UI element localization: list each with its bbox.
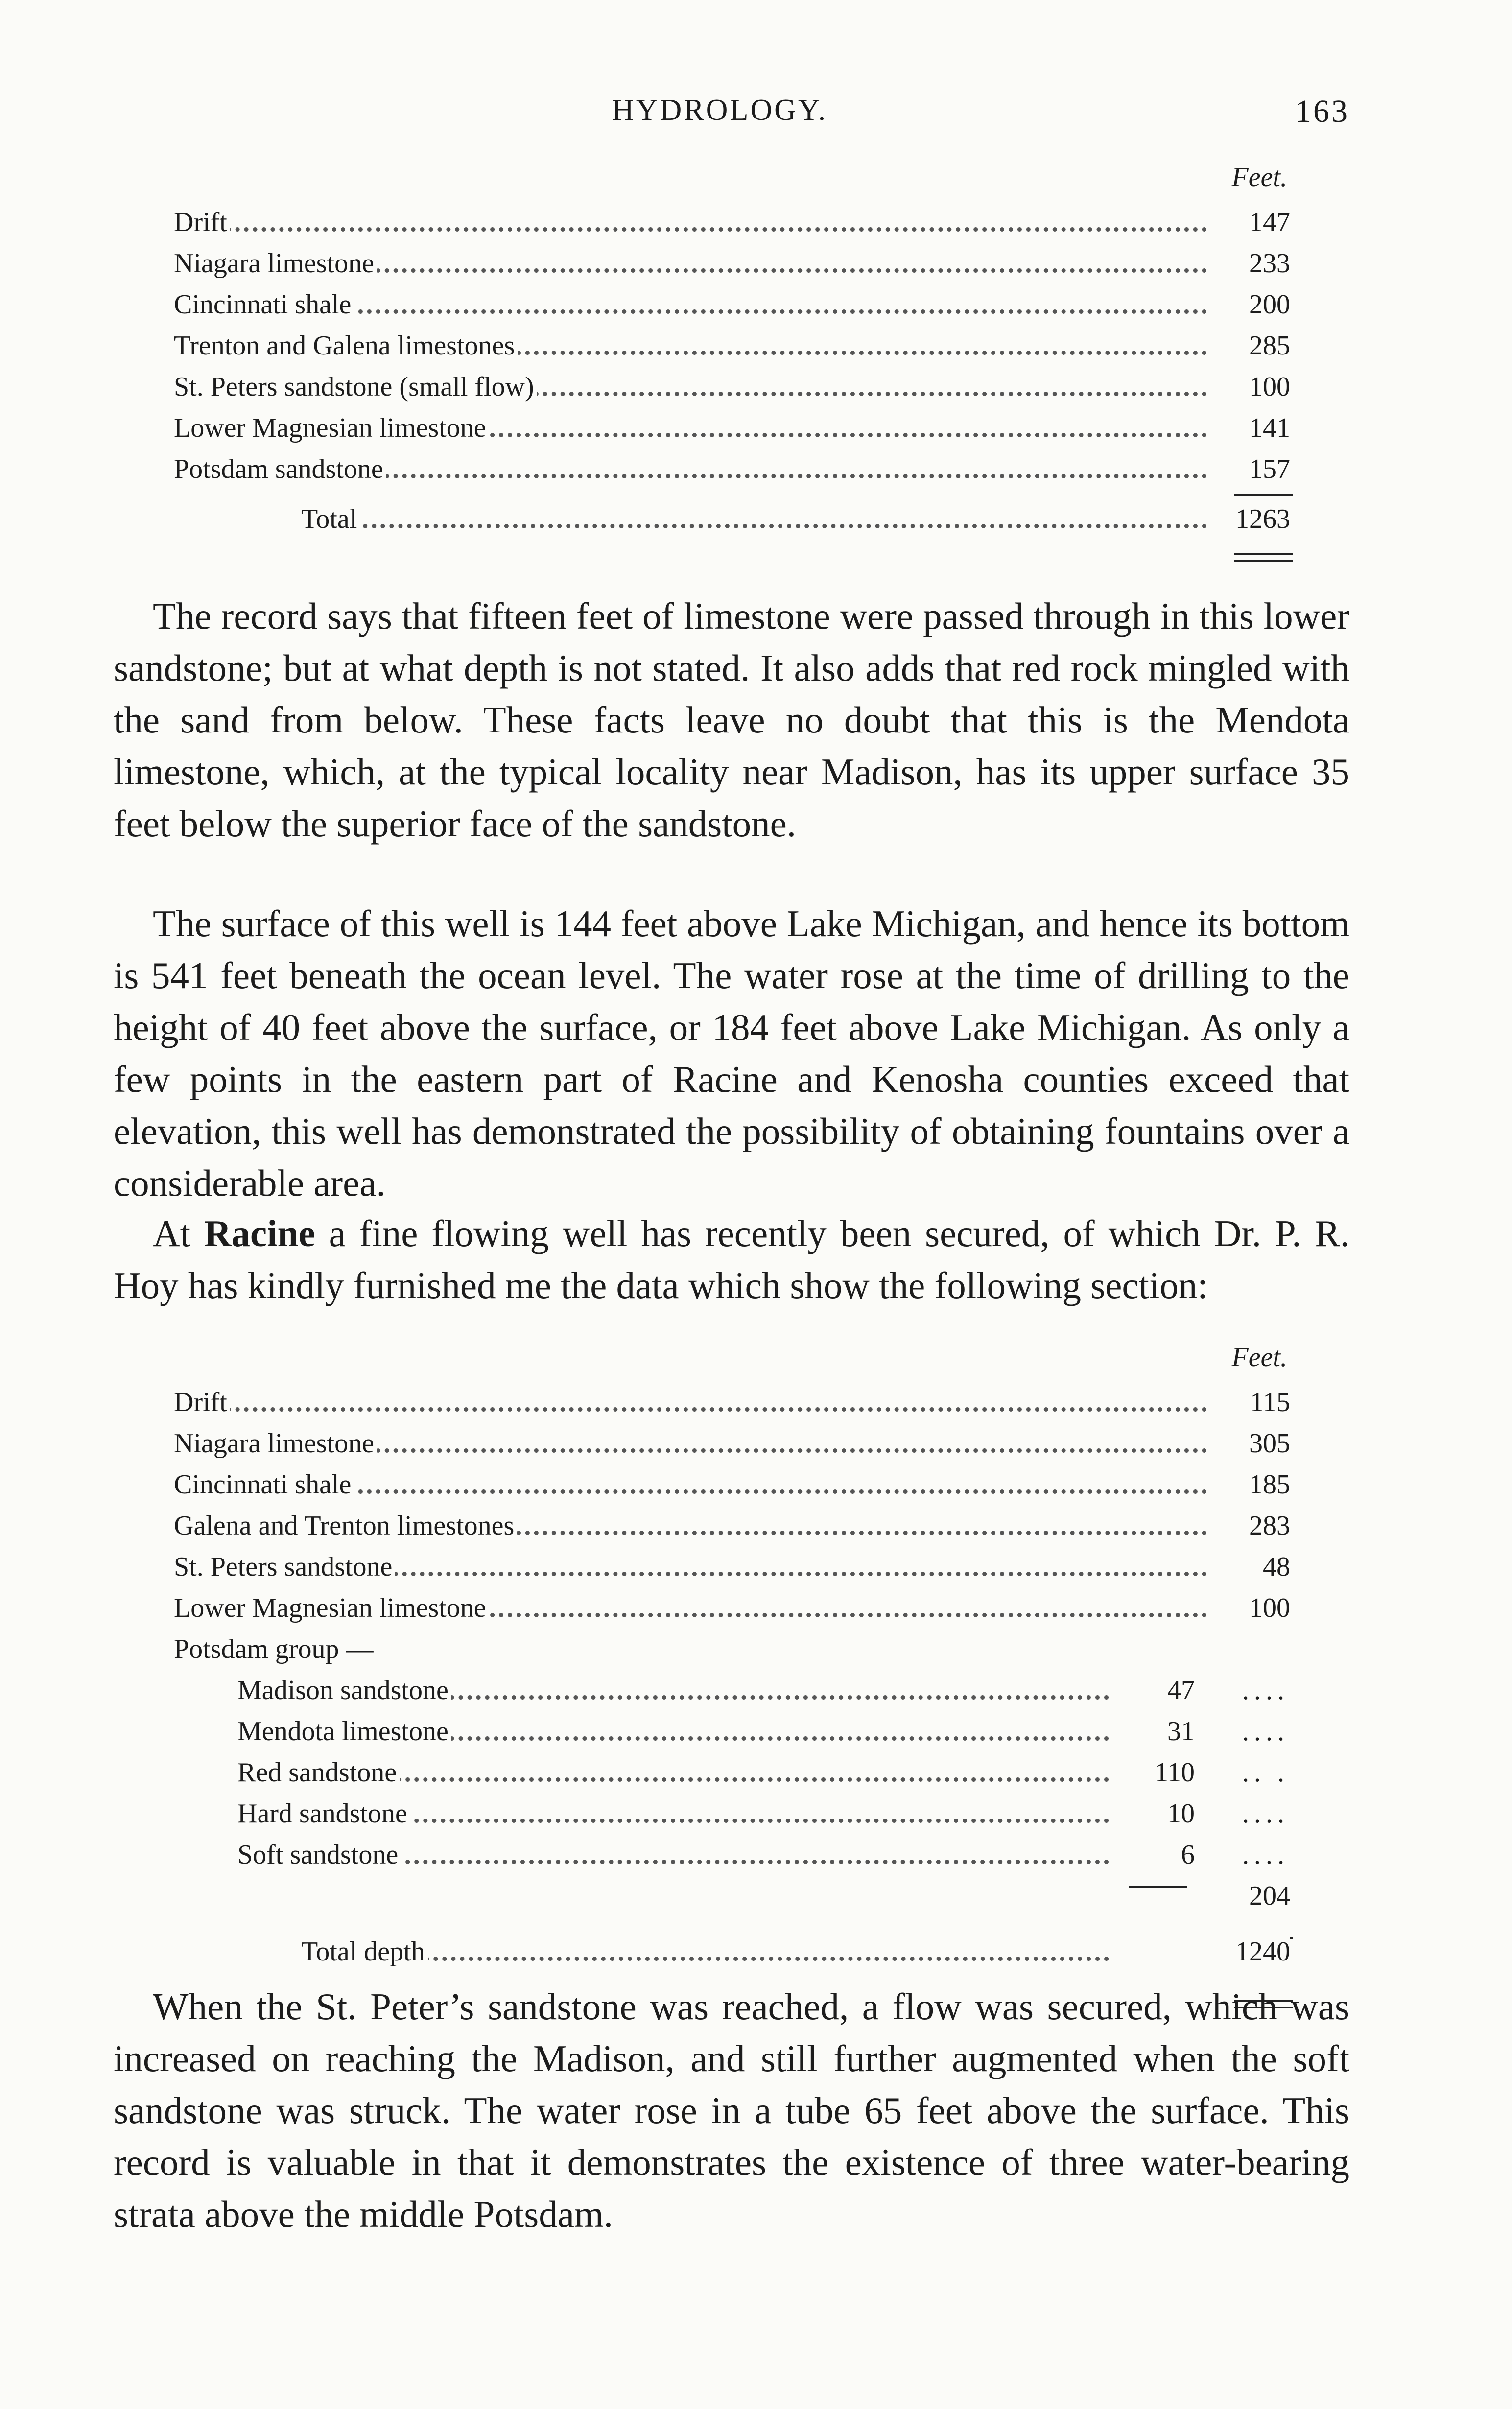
table-row: Lower Magnesian limestone 100: [174, 1587, 1295, 1629]
table-row: Cincinnati shale 200: [174, 284, 1295, 325]
place-name-racine: Racine: [204, 1212, 315, 1254]
table-subrow: Madison sandstone 47 ....: [174, 1670, 1295, 1711]
running-header: [0, 93, 1512, 127]
total-double-rule: [1234, 553, 1293, 562]
sum-rule: [1234, 494, 1293, 496]
table-row: Drift 147: [174, 202, 1295, 243]
paragraph: When the St. Peter’s sandstone was reached, a flow was secured, which was increased on reaching the Madison, and still further augmented when the soft sandstone was struck. The water rose in a tube 65 feet above the surface. This record is valuable in that it demonstrates the existence of three water-bearing strata above the middle Potsdam.: [114, 1985, 1349, 2235]
table-row: Potsdam sandstone 157: [174, 449, 1295, 490]
table-row: Cincinnati shale 185: [174, 1464, 1295, 1505]
section-table-2: [174, 1342, 1295, 1972]
table-subrow: Hard sandstone 10 ....: [174, 1793, 1295, 1834]
table-row: Drift 115: [174, 1382, 1295, 1423]
paragraph: At Racine a fine flowing well has recently been secured, of which Dr. P. R. Hoy has kindly furnished me the data which show the following section:: [114, 1212, 1350, 1306]
table-row: Niagara limestone 233: [174, 243, 1295, 284]
table-row: St. Peters sandstone (small flow) 100: [174, 366, 1295, 407]
table-subrow: Soft sandstone 6 ....: [174, 1834, 1295, 1875]
table-row: Lower Magnesian limestone 141: [174, 407, 1295, 449]
unit-heading: Feet.: [1231, 162, 1287, 192]
running-title: HYDROLOGY.: [612, 94, 828, 127]
paragraph: The surface of this well is 144 feet above Lake Michigan, and hence its bottom is 541 feet beneath the ocean level. The water rose at the time of drilling to the height of 40 feet above the surface, or 184 feet above Lake Michigan. As only a few points in the eastern part of Racine and Kenosha counties exceed that elevation, this well has demonstrated the possibility of obtaining fountains over a considerable area.: [114, 902, 1349, 1204]
unit-heading: Feet.: [1231, 1342, 1287, 1372]
table-subrow: Mendota limestone 31 ....: [174, 1711, 1295, 1752]
group-total-row: 204: [174, 1875, 1295, 1916]
paragraph: The record says that fifteen feet of limestone were passed through in this lower sandstone; but at what depth is not stated. It also adds that red rock mingled with the sand from below. These facts leave no doubt that this is the Mendota limestone, which, at the typical locality near Madison, has its upper surface 35 feet below the superior face of the sandstone.: [114, 595, 1349, 845]
total-row: Total 1263: [174, 498, 1295, 540]
total-row: Total depth 1240: [174, 1931, 1295, 1972]
table-row: Trenton and Galena limestones 285: [174, 325, 1295, 366]
page-number: 163: [1295, 94, 1349, 129]
group-heading: Potsdam group —: [174, 1629, 1295, 1670]
section-table-1: [174, 162, 1295, 540]
table-row: Galena and Trenton limestones 283: [174, 1505, 1295, 1546]
table-row: St. Peters sandstone 48: [174, 1546, 1295, 1587]
table-row: Niagara limestone 305: [174, 1423, 1295, 1464]
table-subrow: Red sandstone 110 .. .: [174, 1752, 1295, 1793]
